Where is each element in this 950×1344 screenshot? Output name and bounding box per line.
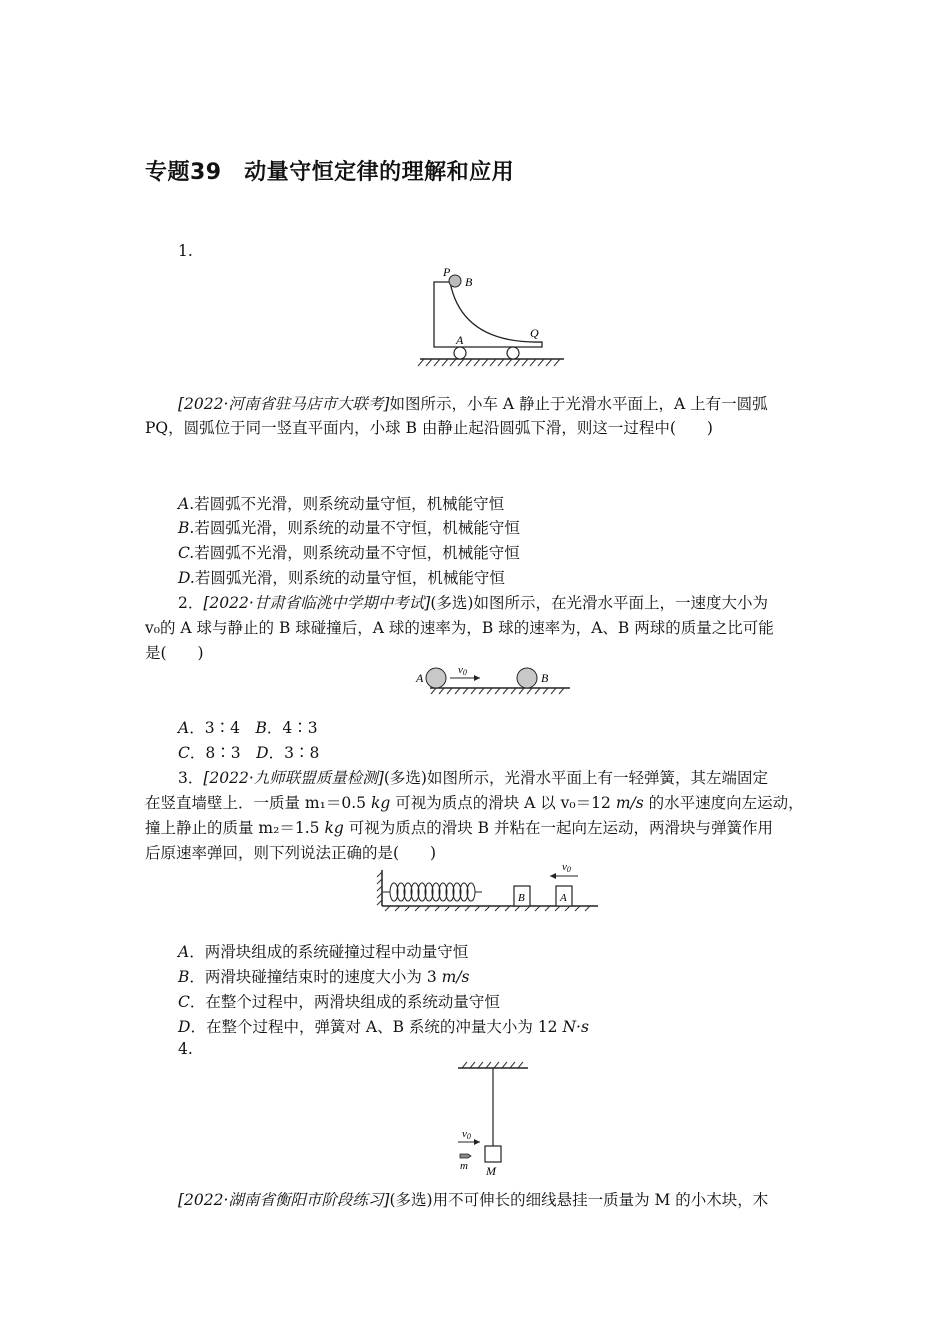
ball-a	[426, 668, 446, 688]
q3-stem-line3: 撞上静止的质量 m₂＝1.5 kg 可视为质点的滑块 B 并粘在一起向左运动，两滑块与弹簧作用	[145, 819, 773, 837]
label-b: B	[465, 275, 473, 289]
label-v0: v0	[458, 664, 467, 677]
label-a: A	[416, 671, 424, 685]
q1-figure-cart-arc	[412, 262, 572, 370]
q1-option-d[interactable]: D.若圆弧光滑，则系统的动量守恒，机械能守恒	[178, 569, 505, 587]
q4-stem-line1: [2022·湖南省衡阳市阶段练习](多选)用不可伸长的细线悬挂一质量为 M 的小木块，木	[178, 1191, 769, 1209]
q1-number: 1.	[178, 242, 193, 260]
q4-number: 4.	[178, 1040, 193, 1058]
label-v0: v0	[462, 1128, 471, 1141]
q2-stem-line2: v₀的 A 球与静止的 B 球碰撞后，A 球的速率为，B 球的速率为，A、B 两球的质量之比可能	[145, 619, 774, 637]
label-m-small: m	[460, 1160, 468, 1172]
q3-stem-line1: 3．[2022·九师联盟质量检测](多选)如图所示，光滑水平面上有一轻弹簧，其左端固定	[178, 769, 768, 787]
q2-option-d[interactable]: D．3∶8	[256, 744, 320, 762]
q3-option-d[interactable]: D．在整个过程中，弹簧对 A、B 系统的冲量大小为 12 N·s	[178, 1018, 589, 1036]
q3-option-c[interactable]: C．在整个过程中，两滑块组成的系统动量守恒	[178, 993, 500, 1011]
q1-option-b[interactable]: B.若圆弧光滑，则系统的动量不守恒，机械能守恒	[178, 519, 520, 537]
q2-source: [2022·甘肃省临洮中学期中考试]	[203, 594, 431, 612]
label-a: A	[560, 892, 567, 904]
label-q: Q	[530, 326, 539, 340]
q1-source: [2022·河南省驻马店市大联考]	[178, 395, 390, 413]
q3-figure-spring	[374, 860, 604, 912]
label-b: B	[541, 671, 549, 685]
q2-option-c[interactable]: C．8∶3	[178, 744, 241, 762]
q1-stem-line1	[178, 392, 768, 414]
label-v0: v0	[562, 861, 571, 874]
ball-b	[517, 668, 537, 688]
q4-figure-pendulum	[448, 1060, 534, 1180]
q2-option-b[interactable]: B．4∶3	[255, 719, 318, 737]
label-b: B	[518, 892, 525, 904]
ball-b	[449, 275, 461, 287]
arrow-right-icon	[474, 675, 480, 681]
q3-stem-line2: 在竖直墙壁上．一质量 m₁＝0.5 kg 可视为质点的滑块 A 以 v₀＝12 m/s 的水平速度向左运动，	[145, 794, 804, 812]
spring	[382, 883, 482, 901]
bullet	[460, 1154, 471, 1158]
page-title: 专题39 动量守恒定律的理解和应用	[145, 160, 515, 185]
q1-option-a[interactable]: A.若圆弧不光滑，则系统动量守恒，机械能守恒	[178, 495, 505, 513]
q2-figure-balls	[412, 660, 574, 696]
q1-option-c[interactable]: C.若圆弧不光滑，则系统动量不守恒，机械能守恒	[178, 544, 520, 562]
q3-source: [2022·九师联盟质量检测]	[203, 769, 384, 787]
arrow-right-icon	[474, 1139, 480, 1145]
label-m-big: M	[486, 1164, 496, 1178]
q3-option-a[interactable]: A．两滑块组成的系统碰撞过程中动量守恒	[178, 943, 469, 961]
q2-stem-line1: 2．[2022·甘肃省临洮中学期中考试](多选)如图所示，在光滑水平面上，一速度大小为	[178, 594, 768, 612]
label-a: A	[456, 333, 464, 347]
q2-stem-line3: 是( )	[145, 644, 204, 662]
cart-wheel-right	[507, 347, 519, 359]
label-p: P	[443, 265, 451, 279]
q3-stem-line4: 后原速率弹回，则下列说法正确的是( )	[145, 844, 437, 862]
q3-option-b[interactable]: B．两滑块碰撞结束时的速度大小为 3 m/s	[178, 968, 470, 986]
block-m	[485, 1146, 501, 1162]
q2-options-row1	[178, 716, 318, 738]
cart-body	[434, 282, 542, 347]
q4-source: [2022·湖南省衡阳市阶段练习]	[178, 1191, 390, 1209]
q1-stem-text: 如图所示，小车 A 静止于光滑水平面上，A 上有一圆弧	[389, 395, 768, 413]
ground-hatch	[418, 359, 560, 366]
arrow-left-icon	[550, 873, 556, 879]
q2-option-a[interactable]: A．3∶4	[178, 719, 240, 737]
q1-stem-line2: PQ，圆弧位于同一竖直平面内，小球 B 由静止起沿圆弧下滑，则这一过程中( )	[145, 419, 713, 437]
q2-options-row2	[178, 741, 319, 763]
cart-wheel-left	[454, 347, 466, 359]
